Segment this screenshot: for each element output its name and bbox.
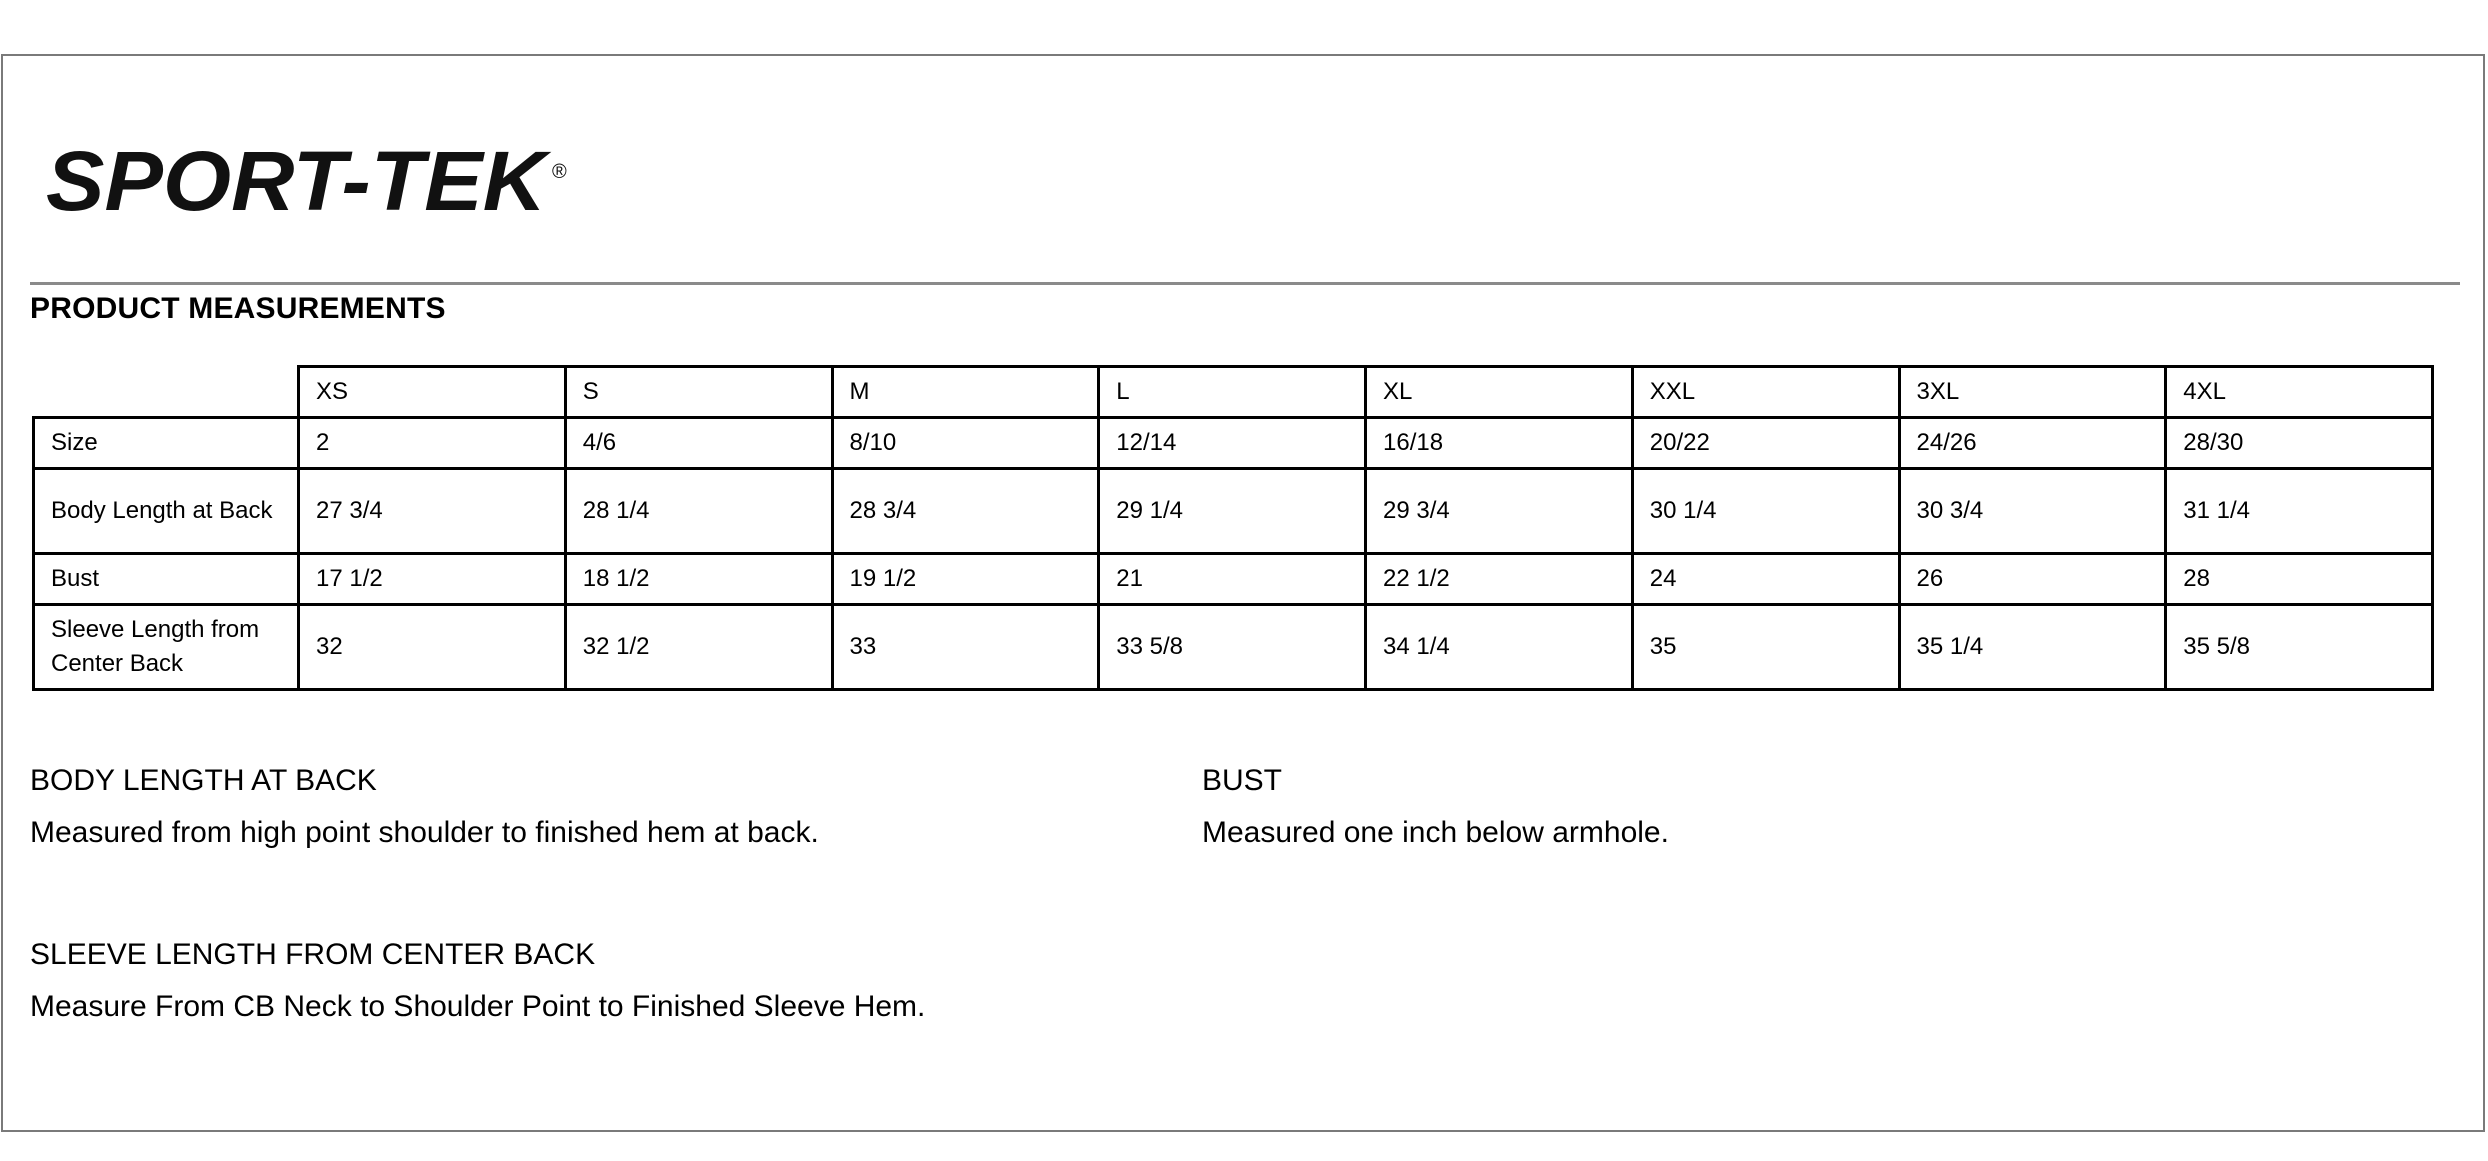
table-cell: 30 3/4 (1899, 469, 2166, 554)
table-cell: 24/26 (1899, 418, 2166, 469)
table-cell: 19 1/2 (832, 554, 1099, 605)
table-cell: 30 1/4 (1632, 469, 1899, 554)
table-row (34, 554, 2433, 605)
table-cell: 33 (832, 605, 1099, 690)
table-cell: 31 1/4 (2166, 469, 2433, 554)
logo-wordmark: SPORT-TEK (46, 138, 552, 228)
table-cell: 2 (299, 418, 566, 469)
table-cell: 35 5/8 (2166, 605, 2433, 690)
table-cell: 12/14 (1099, 418, 1366, 469)
definition-term: BODY LENGTH AT BACK (30, 764, 377, 797)
table-header-row (34, 367, 2433, 418)
table-cell: 28 3/4 (832, 469, 1099, 554)
table-cell: 8/10 (832, 418, 1099, 469)
definition-description: Measured from high point shoulder to finished hem at back. (30, 816, 819, 849)
table-row (34, 469, 2433, 554)
table-cell: 18 1/2 (565, 554, 832, 605)
table-corner-cell (34, 367, 299, 418)
table-row (34, 418, 2433, 469)
column-header: XS (299, 367, 566, 418)
table-cell: 29 3/4 (1366, 469, 1633, 554)
row-label: Body Length at Back (34, 469, 299, 554)
column-header: XXL (1632, 367, 1899, 418)
definition-term: BUST (1202, 764, 1283, 797)
row-label: Size (34, 418, 299, 469)
measurement-table (32, 365, 2434, 691)
table-cell: 20/22 (1632, 418, 1899, 469)
column-header: 3XL (1899, 367, 2166, 418)
row-label: Sleeve Length from Center Back (34, 605, 299, 690)
column-header: M (832, 367, 1099, 418)
definition-description: Measured one inch below armhole. (1202, 816, 1669, 849)
table-cell: 16/18 (1366, 418, 1633, 469)
table-cell: 35 1/4 (1899, 605, 2166, 690)
sport-tek-logo (44, 138, 584, 228)
table-cell: 21 (1099, 554, 1366, 605)
table-cell: 34 1/4 (1366, 605, 1633, 690)
registered-mark: ® (552, 161, 567, 183)
table-cell: 28 1/4 (565, 469, 832, 554)
table-cell: 32 (299, 605, 566, 690)
table-row (34, 605, 2433, 690)
row-label: Bust (34, 554, 299, 605)
section-title: PRODUCT MEASUREMENTS (30, 292, 446, 325)
table-cell: 22 1/2 (1366, 554, 1633, 605)
table-cell: 27 3/4 (299, 469, 566, 554)
column-header: L (1099, 367, 1366, 418)
table-cell: 26 (1899, 554, 2166, 605)
definition-term: SLEEVE LENGTH FROM CENTER BACK (30, 938, 596, 971)
definition-description: Measure From CB Neck to Shoulder Point to Finished Sleeve Hem. (30, 990, 926, 1023)
table-cell: 28/30 (2166, 418, 2433, 469)
table-cell: 33 5/8 (1099, 605, 1366, 690)
table-cell: 35 (1632, 605, 1899, 690)
header-divider (30, 282, 2460, 285)
table-cell: 17 1/2 (299, 554, 566, 605)
table-cell: 29 1/4 (1099, 469, 1366, 554)
definition-bust (1202, 764, 1669, 850)
table-cell: 4/6 (565, 418, 832, 469)
column-header: 4XL (2166, 367, 2433, 418)
column-header: S (565, 367, 832, 418)
column-header: XL (1366, 367, 1633, 418)
table-cell: 24 (1632, 554, 1899, 605)
definition-sleeve-length (30, 938, 925, 1024)
table-cell: 32 1/2 (565, 605, 832, 690)
definition-body-length (30, 764, 819, 850)
table-cell: 28 (2166, 554, 2433, 605)
